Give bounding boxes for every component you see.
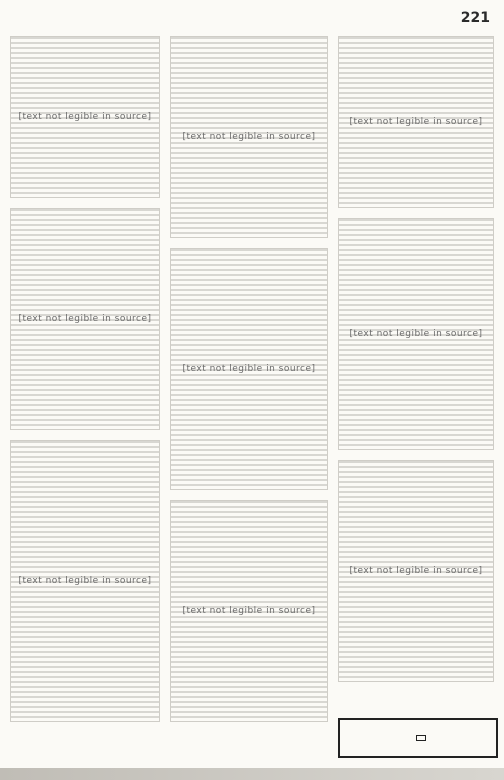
page-number: 221 [460, 10, 490, 26]
text-block: [text not legible in source] [170, 36, 328, 238]
page-edge [0, 768, 504, 780]
text-block: [text not legible in source] [10, 208, 160, 430]
text-block: [text not legible in source] [10, 36, 160, 198]
ad-tagline [416, 735, 426, 741]
text-block: [text not legible in source] [10, 440, 160, 722]
column-middle [170, 36, 328, 756]
column-right [338, 36, 494, 756]
text-block: [text not legible in source] [170, 500, 328, 722]
text-block: [text not legible in source] [338, 36, 494, 208]
text-block: [text not legible in source] [338, 460, 494, 682]
text-block: [text not legible in source] [338, 218, 494, 450]
text-block: [text not legible in source] [170, 248, 328, 490]
advertisement [338, 718, 498, 758]
column-left [10, 36, 160, 756]
